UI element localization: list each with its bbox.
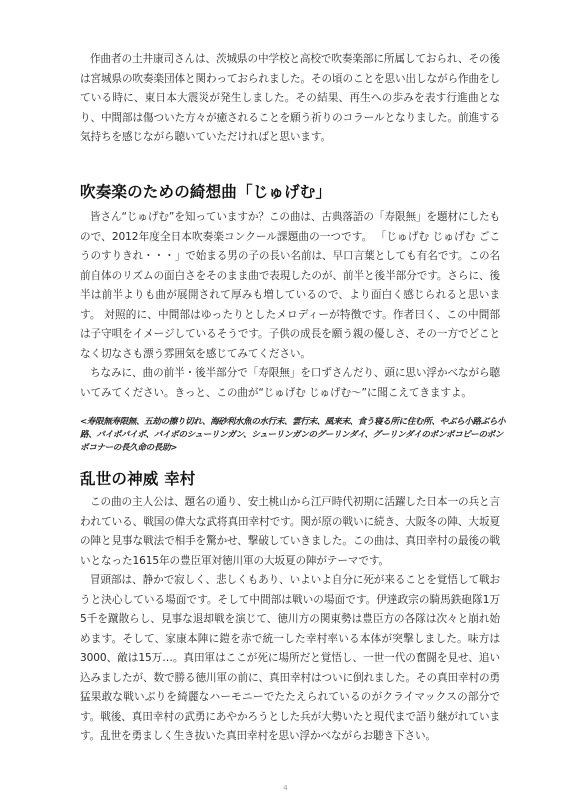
section2-paragraph-2: 冒頭部は、静かで寂しく、悲しくもあり、いよいよ自分に死が来ることを覚悟して戦おうと決心している場面です。そして中間部は戦いの場面です。伊達政宗の騎馬鉄砲隊1万5千を蹴散らし、見事な退却戦を演じて、徳川方の関東勢は豊臣方の各隊は次々と崩れ始めます。そして、家康本陣に鎧を赤で統一した幸村率いる本体が突撃しました。味方は3000、敵は15万…。真田軍はここが死に場所だと覚悟し、一世一代の奮闘を見せ、追い込みましたが、数で勝る徳川軍の前に、真田幸村はついに倒れました。その真田幸村の勇猛果敢な戦いぶりを綺麗なハーモニーでたたえられているのがクライマックスの部分です。戦後、真田幸村の武勇にあやかろうとした兵が大勢いたと現代まで語り継がれています。乱世を勇ましく生き抜いた真田幸村を思い浮かべながらお聴き下さい。 bbox=[80, 574, 500, 742]
intro-paragraph: 作曲者の土井康司さんは、茨城県の中学校と高校で吹奏楽部に所属しておられ、その後は宮城県の吹奏楽団体と関わっておられました。その頃のことを思い出しながら作曲をしている時に、東日本大震災が発生しました。その結果、再生への歩みを表す行進曲となり、中間部は傷ついた方々が癒されることを願う祈りのコラールとなりました。前進する気持ちを感じながら聴いていただければと思います。 bbox=[80, 53, 500, 143]
section2-paragraph-1: この曲の主人公は、題名の通り、安土桃山から江戸時代初期に活躍した日本一の兵と言われている、戦国の偉大な武将真田幸村です。関が原の戦いに続き、大阪冬の陣、大坂夏の陣と見事な戦法で相手を驚かせ、撃破していきました。この曲は、真田幸村の最後の戦いとなった1615年の豊臣軍対徳川軍の大坂夏の陣がテーマです。 bbox=[80, 496, 500, 567]
section1-title: 吹奏楽のための綺想曲「じゅげむ」 bbox=[80, 183, 332, 201]
section1-paragraph-1: 皆さん“じゅげむ”を知っていますか？この曲は、古典落語の「寿限無」を題材にしたもので、2012年度全日本吹奏楽コンクール課題曲の一つです。 「じゅげむ じゅげむ ごこうのすりきれ・・・」で始まる男の子の長い名前は、早口言葉としても有名です。この名前自体のリズムの面白さをそのまま曲で表現したのが、前半と後半部分です。さらに、後半は前半よりも曲が展開されて厚みも増しているので、より面白く感じられると思います。 対照的に、中間部はゆったりとしたメロディーが特徴です。作者曰く、この中間部は子守唄をイメージしているそうです。子供の成長を願う親の優しさ、その一方でどことなく切なさも漂う雰囲気を感じてみてください。 bbox=[80, 211, 500, 360]
section1-body bbox=[80, 208, 500, 403]
section1-paragraph-2: ちなみに、曲の前半・後半部分で「寿限無」を口ずさんだり、頭に思い浮かべながら聴いてみてください。きっと、この曲が“じゅげむ じゅげむ～”に聞こえてきますよ。 bbox=[80, 367, 500, 399]
section2-title: 乱世の神威 幸村 bbox=[80, 470, 196, 488]
page-number: 4 bbox=[283, 784, 288, 792]
section2-body bbox=[80, 493, 500, 747]
jugemu-full-name-note: <寿限無寿限無、五劫の擦り切れ、海砂利水魚の水行末、雲行末、風来末、食う寝る所に住む所、やぶら小路ぶら小路、パイポパイポ、パイポのシューリンガン、シューリンガンのグーリンダイ、グーリンダイのポンポコピーのポンポコナーの長久命の長助> bbox=[80, 417, 506, 453]
intro-section bbox=[80, 50, 500, 148]
